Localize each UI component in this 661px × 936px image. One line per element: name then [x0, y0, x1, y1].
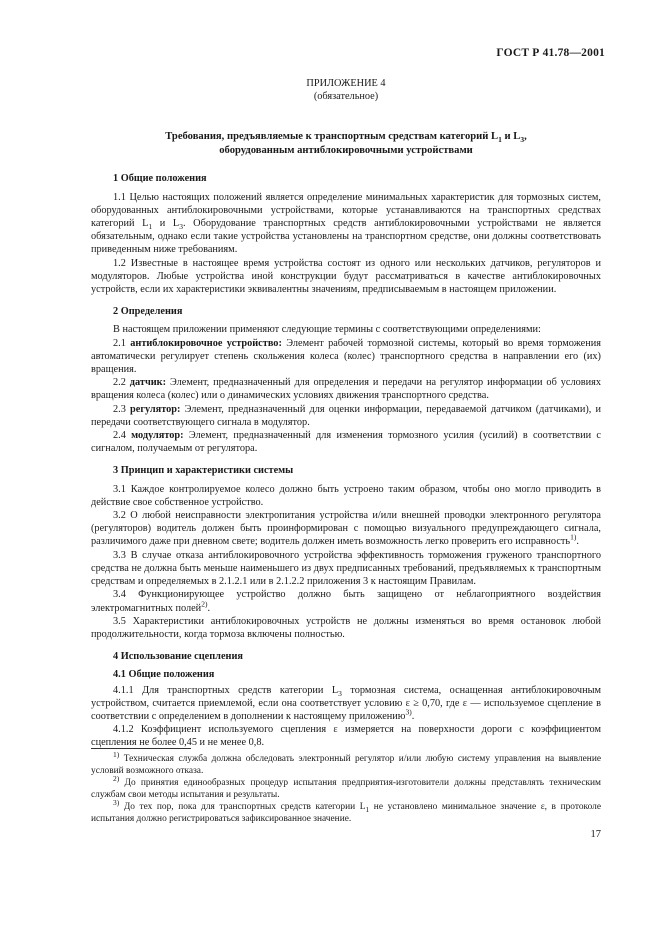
footnote-2: $^{2)}$ До принятия единообразных процедур испытания предприятия-изготовители должны представлять техническим службам свои методы испытания и результаты.	[91, 773, 601, 800]
document-title	[91, 130, 601, 158]
title-sub2: 3	[520, 135, 525, 145]
paragraph-3-4: 3.4 Функционирующее устройство должно быть защищено от неблагоприятного воздействия электромагнитных полей$^{2)}$.	[91, 589, 601, 614]
section-2-intro: В настоящем приложении применяют следующие термины с соответствующими определениями:	[113, 324, 541, 336]
section-1-heading: 1 Общие положения	[113, 173, 207, 185]
standard-code-header: ГОСТ Р 41.78—2001	[496, 47, 605, 59]
paragraph-3-2: 3.2 О любой неисправности электропитания устройства и/или внешней проводки электронного регулятора (регуляторов) водитель должен быть проинформирован с помощью визуального предупреждающего сигнала, различимого даже при дневном свете; водитель должен иметь возможность легко проверить его исправность$^{1)}$.	[91, 510, 601, 548]
footnote-3: $^{3)}$ До тех пор, пока для транспортных средств категории $L_1$ не установлено минимальное значение ε, в протоколе испытания должно регистрироваться зафиксированное значение.	[91, 797, 601, 824]
footnote-ref-1: 1)	[570, 533, 577, 543]
section-2-heading: 2 Определения	[113, 306, 183, 318]
main-content	[91, 77, 601, 750]
footnote-divider	[91, 748, 191, 749]
footnote-1: $^{1)}$ Техническая служба должна обследовать электронный регулятор и/или любую систему управления на выявление условий возможного отказа.	[91, 749, 601, 776]
paragraph-1-1: 1.1 Целью настоящих положений является определение минимальных характеристик для тормозных систем, оборудованных антиблокировочными устройствами, которые устанавливаются на транспортных средствах категорий $L_1$ и $L_3$. Оборудование транспортных средств антиблокировочными устройствами не является обязательным, однако если такие устройства установлены на транспортном средстве, они должны соответствовать приведенным ниже требованиям.	[91, 191, 601, 256]
title-line1-mid: и L	[501, 131, 521, 143]
paragraph-1-2: 1.2 Известные в настоящее время устройства состоят из одного или нескольких датчиков, регуляторов и модуляторов. Любые устройства иной конструкции будут рассматриваться в качестве антиблокировочных устройств, если их характеристики эквивалентны значениям, предписываемым в настоящем приложении.	[91, 257, 601, 296]
section-3-heading: 3 Принцип и характеристики системы	[113, 465, 294, 477]
section-4-heading: 4 Использование сцепления	[113, 651, 243, 663]
definition-2-2: 2.2 датчик: Элемент, предназначенный для определения и передачи на регулятор информации об условиях вращения колеса (колес) или о динамических условиях движения транспортного средства.	[91, 377, 601, 402]
definition-2-3: 2.3 регулятор: Элемент, предназначенный для оценки информации, передаваемой датчиком (датчиками), и передачи соответствующего сигнала в модулятор.	[91, 403, 601, 428]
footnote-ref-3: 3)	[405, 707, 412, 717]
subsection-4-1-heading: 4.1 Общие положения	[113, 669, 215, 681]
paragraph-4-1-1: 4.1.1 Для транспортных средств категории $L_3$ тормозная система, оснащенная антиблокировочным устройством, считается приемлемой, если она соответствует условию ε ≥ 0,70, где ε — используемое сцепление в соответствии с определением в дополнении к настоящему приложению$^{3)}$.	[91, 684, 602, 722]
term-controller: регулятор:	[130, 403, 181, 415]
term-modulator: модулятор:	[131, 430, 184, 442]
footnote-ref-2: 2)	[201, 599, 208, 609]
paragraph-3-1: 3.1 Каждое контролируемое колесо должно быть устроено таким образом, чтобы оно могло приводить в действие свое собственное устройство.	[91, 483, 601, 508]
term-antilock-device: антиблокировочное устройство:	[130, 337, 282, 349]
term-sensor: датчик:	[129, 377, 167, 389]
title-line2: оборудованным антиблокировочными устройствами	[219, 145, 473, 157]
paragraph-3-5: 3.5 Характеристики антиблокировочных устройств не должны изменяться во время остановок любой продолжительности, когда тормоза включены полностью.	[91, 615, 601, 640]
title-line1-pre: Требования, предъявляемые к транспортным средствам категорий L	[165, 131, 499, 143]
paragraph-3-3: 3.3 В случае отказа антиблокировочного устройства эффективность торможения груженого транспортного средства не должна быть меньше наименьшего из двух предписанных требований, предъявляемых к транспортным средствам и определяемых в 2.1.2.1 или в 2.1.2.2 приложения 3 к настоящим Правилам.	[91, 549, 601, 588]
definition-2-4: 2.4 модулятор: Элемент, предназначенный для изменения тормозного усилия (усилий) в соответствии с сигналом, получаемым от регулятора.	[91, 430, 602, 455]
appendix-title: ПРИЛОЖЕНИЕ 4	[306, 78, 386, 89]
title-sub1: 1	[498, 135, 502, 145]
paragraph-4-1-2: 4.1.2 Коэффициент используемого сцепления ε измеряется на поверхности дороги с коэффициентом сцепления не более 0,45 и не менее 0,8.	[91, 724, 601, 749]
appendix-subtitle: (обязательное)	[313, 91, 379, 103]
page-number: 17	[590, 829, 601, 840]
title-line1-post: ,	[524, 131, 527, 143]
footnotes	[91, 749, 601, 825]
definition-2-1: 2.1 антиблокировочное устройство: Элемент рабочей тормозной системы, который во время торможения автоматически регулирует степень скольжения колеса (колес) транспортного средства в направлении его (их) вращения.	[91, 337, 601, 376]
